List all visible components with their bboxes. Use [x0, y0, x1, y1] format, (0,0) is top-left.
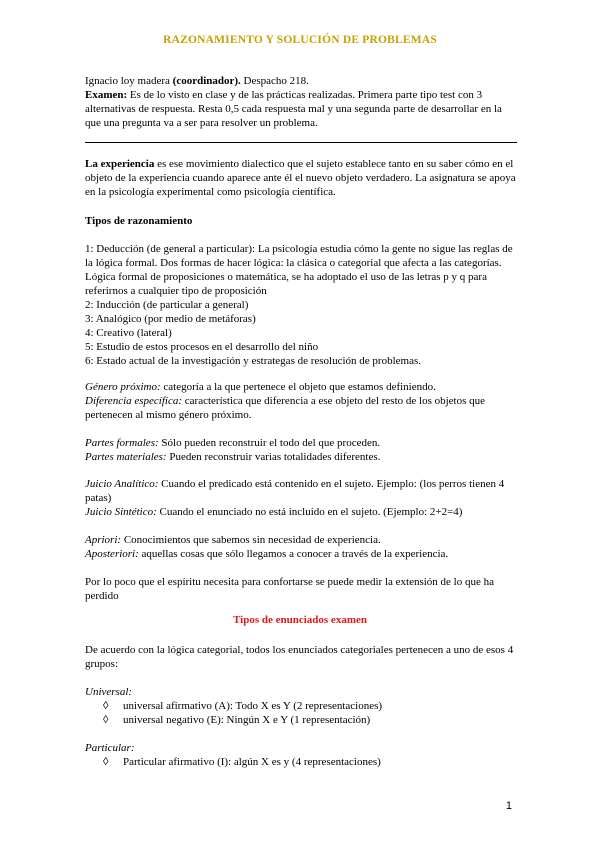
horizontal-divider [85, 142, 517, 143]
list-item: ◊ Particular afirmativo (I): algún X es y (4 representaciones) [103, 756, 381, 768]
diamond-bullet-icon: ◊ [103, 756, 109, 768]
analitico-text: Cuando el predicado está contenido en el sujeto. Ejemplo: (los perros tienen 4 patas) [85, 478, 505, 504]
statements-heading: Tipos de enunciados examen [233, 614, 367, 626]
genero-definitions [85, 380, 517, 422]
diferencia-term: Diferencia específica: [85, 395, 183, 407]
experience-paragraph [85, 157, 517, 199]
exam-label: Examen: [85, 89, 128, 101]
particular-label: Particular: [85, 742, 135, 754]
espiritu-quote: Por lo poco que el espíritu necesita para confortarse se puede medir la extensión de lo que ha perdido [85, 576, 494, 602]
reasoning-item: 4: Creativo (lateral) [85, 327, 172, 339]
juicio-definitions [85, 477, 517, 519]
materiales-text: Pueden reconstruir varias totalidades diferentes. [166, 451, 381, 463]
exam-text: Es de lo visto en clase y de las prácticas realizadas. Primera parte tipo test con 3 alternativas de respuesta. Resta 0,5 cada respuesta mal y una segunda parte de desarrollar en la que una pregunta va a ser para resolver un problema. [85, 89, 502, 129]
formales-term: Partes formales: [85, 437, 159, 449]
experience-text: es ese movimiento dialectico que el sujeto establece tanto en su saber cómo en el objeto de la experiencia cuando aparece ante él el nuevo objeto verdadero. La asignatura se apoya en la psicología experimental como psicología científica. [85, 158, 516, 198]
reasoning-heading: Tipos de razonamiento [85, 215, 193, 227]
coordinator-line [85, 74, 517, 88]
diferencia-text: característica que diferencia a ese objeto del resto de los objetos que pertenecen al mismo género próximo. [85, 395, 486, 421]
reasoning-list [85, 242, 517, 368]
universal-section [85, 685, 517, 727]
genero-text: categoría a la que pertenece el objeto que estamos definiendo. [160, 381, 436, 393]
exam-paragraph [85, 88, 517, 130]
reasoning-item: 2: Inducción (de particular a general) [85, 299, 249, 311]
coordinator-name: Ignacio loy madera [85, 75, 173, 87]
reasoning-item: 5: Estudio de estos procesos en el desarrollo del niño [85, 341, 319, 353]
experience-term: La experiencia [85, 158, 155, 170]
header-info [85, 74, 517, 130]
genero-term: Género próximo: [85, 381, 161, 393]
reasoning-item: 6: Estado actual de la investigación y estrategas de resolución de problemas. [85, 355, 421, 367]
office-info: Despacho 218. [240, 75, 309, 87]
apriori-text: Conocimientos que sabemos sin necesidad de experiencia. [121, 534, 381, 546]
list-item: ◊ universal negativo (E): Ningún X e Y (1 representación) [103, 714, 371, 726]
page-number: 1 [505, 800, 512, 812]
formales-text: Sólo pueden reconstruir el todo del que proceden. [158, 437, 381, 449]
partes-definitions [85, 436, 517, 464]
list-item: ◊ universal afirmativo (A): Todo X es Y (2 representaciones) [103, 700, 383, 712]
reasoning-item: 3: Analógico (por medio de metáforas) [85, 313, 256, 325]
aposteriori-text: aquellas cosas que sólo llegamos a conocer a través de la experiencia. [138, 548, 449, 560]
particular-section [85, 741, 517, 769]
coordinator-role: (coordinador). [172, 75, 241, 87]
apriori-term: Apriori: [85, 534, 122, 546]
document-title: RAZONAMIENTO Y SOLUCIÓN DE PROBLEMAS [163, 34, 437, 46]
reasoning-item: 1: Deducción (de general a particular): La psicología estudia cómo la gente no sigue las reglas de la lógica formal. Dos formas de hacer lógica: la clásica o categorial que afecta a las categorías. Lógica formal de proposiciones o matemática, se ha adoptado el uso de las letras p y q para referirnos a cualquier tipo de proposición [85, 243, 513, 297]
sintetico-term: Juicio Sintético: [85, 506, 157, 518]
analitico-term: Juicio Analítico: [85, 478, 159, 490]
sintetico-text: Cuando el enunciado no está incluido en el sujeto. (Ejemplo: 2+2=4) [156, 506, 463, 518]
diamond-bullet-icon: ◊ [103, 700, 109, 712]
apriori-definitions [85, 533, 517, 561]
diamond-bullet-icon: ◊ [103, 714, 109, 726]
universal-label: Universal: [85, 686, 133, 698]
statements-intro: De acuerdo con la lógica categorial, todos los enunciados categoriales pertenecen a uno de esos 4 grupos: [85, 644, 514, 670]
materiales-term: Partes materiales: [85, 451, 167, 463]
aposteriori-term: Aposteriori: [85, 548, 139, 560]
